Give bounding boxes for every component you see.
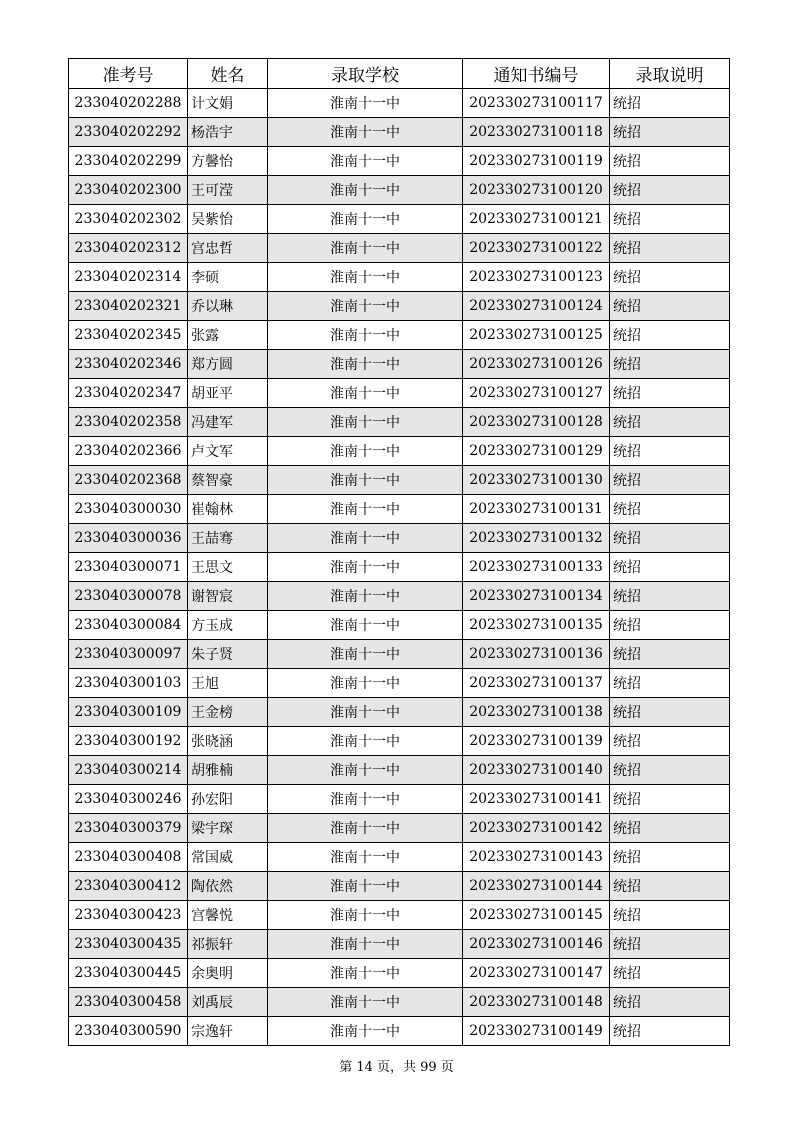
cell-name: 张露	[188, 321, 268, 350]
cell-notice-no: 202330273100130	[463, 466, 610, 495]
header-note: 录取说明	[610, 59, 730, 89]
cell-exam-no: 233040202321	[69, 292, 188, 321]
table-row	[69, 292, 730, 321]
cell-school: 淮南十一中	[268, 408, 463, 437]
cell-exam-no: 233040202299	[69, 147, 188, 176]
cell-notice-no: 202330273100132	[463, 524, 610, 553]
table-row	[69, 553, 730, 582]
table-row	[69, 930, 730, 959]
cell-note: 统招	[610, 959, 730, 988]
cell-name: 王喆骞	[188, 524, 268, 553]
table-row	[69, 89, 730, 118]
cell-exam-no: 233040300192	[69, 727, 188, 756]
cell-exam-no: 233040300408	[69, 843, 188, 872]
cell-school: 淮南十一中	[268, 263, 463, 292]
cell-notice-no: 202330273100126	[463, 350, 610, 379]
cell-name: 梁宇琛	[188, 814, 268, 843]
cell-note: 统招	[610, 379, 730, 408]
cell-notice-no: 202330273100137	[463, 669, 610, 698]
cell-note: 统招	[610, 466, 730, 495]
table-row	[69, 1017, 730, 1046]
cell-name: 方玉成	[188, 611, 268, 640]
cell-name: 王旭	[188, 669, 268, 698]
cell-notice-no: 202330273100121	[463, 205, 610, 234]
cell-name: 王可滢	[188, 176, 268, 205]
cell-name: 朱子贤	[188, 640, 268, 669]
cell-exam-no: 233040202346	[69, 350, 188, 379]
admission-list	[68, 58, 729, 1046]
table-row	[69, 495, 730, 524]
cell-note: 统招	[610, 1017, 730, 1046]
cell-exam-no: 233040202347	[69, 379, 188, 408]
cell-note: 统招	[610, 872, 730, 901]
cell-name: 乔以琳	[188, 292, 268, 321]
table-row	[69, 379, 730, 408]
cell-name: 宫馨悦	[188, 901, 268, 930]
cell-school: 淮南十一中	[268, 988, 463, 1017]
cell-notice-no: 202330273100143	[463, 843, 610, 872]
cell-note: 统招	[610, 321, 730, 350]
cell-exam-no: 233040202314	[69, 263, 188, 292]
cell-school: 淮南十一中	[268, 930, 463, 959]
cell-note: 统招	[610, 843, 730, 872]
cell-exam-no: 233040300246	[69, 785, 188, 814]
table-row	[69, 785, 730, 814]
cell-school: 淮南十一中	[268, 350, 463, 379]
cell-notice-no: 202330273100129	[463, 437, 610, 466]
cell-note: 统招	[610, 495, 730, 524]
cell-note: 统招	[610, 582, 730, 611]
cell-school: 淮南十一中	[268, 466, 463, 495]
cell-note: 统招	[610, 350, 730, 379]
cell-note: 统招	[610, 756, 730, 785]
cell-notice-no: 202330273100118	[463, 118, 610, 147]
cell-school: 淮南十一中	[268, 176, 463, 205]
cell-exam-no: 233040300109	[69, 698, 188, 727]
cell-name: 胡亚平	[188, 379, 268, 408]
cell-name: 蔡智豪	[188, 466, 268, 495]
cell-school: 淮南十一中	[268, 437, 463, 466]
cell-notice-no: 202330273100144	[463, 872, 610, 901]
cell-name: 王思文	[188, 553, 268, 582]
cell-note: 统招	[610, 118, 730, 147]
cell-note: 统招	[610, 698, 730, 727]
cell-note: 统招	[610, 408, 730, 437]
table-row	[69, 640, 730, 669]
cell-note: 统招	[610, 553, 730, 582]
cell-exam-no: 233040300030	[69, 495, 188, 524]
cell-exam-no: 233040300423	[69, 901, 188, 930]
table-row	[69, 843, 730, 872]
cell-name: 冯建军	[188, 408, 268, 437]
cell-name: 胡雅楠	[188, 756, 268, 785]
cell-school: 淮南十一中	[268, 292, 463, 321]
cell-exam-no: 233040202300	[69, 176, 188, 205]
table-row	[69, 263, 730, 292]
cell-school: 淮南十一中	[268, 524, 463, 553]
cell-note: 统招	[610, 901, 730, 930]
cell-notice-no: 202330273100149	[463, 1017, 610, 1046]
cell-school: 淮南十一中	[268, 147, 463, 176]
cell-exam-no: 233040300097	[69, 640, 188, 669]
cell-school: 淮南十一中	[268, 205, 463, 234]
table-row	[69, 176, 730, 205]
cell-school: 淮南十一中	[268, 1017, 463, 1046]
cell-exam-no: 233040202345	[69, 321, 188, 350]
table-row	[69, 988, 730, 1017]
cell-note: 统招	[610, 669, 730, 698]
cell-note: 统招	[610, 234, 730, 263]
cell-exam-no: 233040202302	[69, 205, 188, 234]
cell-note: 统招	[610, 727, 730, 756]
cell-school: 淮南十一中	[268, 727, 463, 756]
cell-notice-no: 202330273100128	[463, 408, 610, 437]
cell-notice-no: 202330273100125	[463, 321, 610, 350]
cell-note: 统招	[610, 640, 730, 669]
cell-exam-no: 233040300445	[69, 959, 188, 988]
cell-notice-no: 202330273100123	[463, 263, 610, 292]
cell-school: 淮南十一中	[268, 698, 463, 727]
table-row	[69, 524, 730, 553]
cell-note: 统招	[610, 89, 730, 118]
cell-name: 李硕	[188, 263, 268, 292]
cell-school: 淮南十一中	[268, 89, 463, 118]
cell-name: 杨浩宇	[188, 118, 268, 147]
cell-notice-no: 202330273100148	[463, 988, 610, 1017]
cell-name: 王金榜	[188, 698, 268, 727]
cell-notice-no: 202330273100146	[463, 930, 610, 959]
cell-notice-no: 202330273100133	[463, 553, 610, 582]
cell-note: 统招	[610, 611, 730, 640]
cell-school: 淮南十一中	[268, 379, 463, 408]
table-row	[69, 611, 730, 640]
cell-exam-no: 233040300071	[69, 553, 188, 582]
table-row	[69, 669, 730, 698]
header-school: 录取学校	[268, 59, 463, 89]
cell-note: 统招	[610, 814, 730, 843]
table-row	[69, 118, 730, 147]
table-row	[69, 901, 730, 930]
cell-exam-no: 233040300412	[69, 872, 188, 901]
cell-school: 淮南十一中	[268, 959, 463, 988]
cell-note: 统招	[610, 988, 730, 1017]
cell-school: 淮南十一中	[268, 495, 463, 524]
table-row	[69, 872, 730, 901]
cell-name: 余奥明	[188, 959, 268, 988]
table-row	[69, 437, 730, 466]
cell-notice-no: 202330273100147	[463, 959, 610, 988]
table-row	[69, 756, 730, 785]
cell-school: 淮南十一中	[268, 814, 463, 843]
cell-name: 刘禹辰	[188, 988, 268, 1017]
cell-notice-no: 202330273100136	[463, 640, 610, 669]
cell-name: 卢文军	[188, 437, 268, 466]
cell-name: 崔翰林	[188, 495, 268, 524]
admission-table	[68, 58, 730, 1046]
cell-note: 统招	[610, 524, 730, 553]
cell-school: 淮南十一中	[268, 872, 463, 901]
cell-name: 方馨怡	[188, 147, 268, 176]
cell-name: 陶依然	[188, 872, 268, 901]
cell-name: 郑方圆	[188, 350, 268, 379]
cell-notice-no: 202330273100127	[463, 379, 610, 408]
table-row	[69, 959, 730, 988]
cell-notice-no: 202330273100138	[463, 698, 610, 727]
table-row	[69, 147, 730, 176]
cell-exam-no: 233040202312	[69, 234, 188, 263]
cell-note: 统招	[610, 292, 730, 321]
cell-exam-no: 233040300214	[69, 756, 188, 785]
cell-exam-no: 233040300435	[69, 930, 188, 959]
cell-school: 淮南十一中	[268, 785, 463, 814]
header-notice-no: 通知书编号	[463, 59, 610, 89]
cell-exam-no: 233040300078	[69, 582, 188, 611]
cell-school: 淮南十一中	[268, 843, 463, 872]
cell-note: 统招	[610, 437, 730, 466]
cell-notice-no: 202330273100134	[463, 582, 610, 611]
cell-school: 淮南十一中	[268, 640, 463, 669]
cell-school: 淮南十一中	[268, 756, 463, 785]
cell-exam-no: 233040300590	[69, 1017, 188, 1046]
cell-note: 统招	[610, 205, 730, 234]
cell-notice-no: 202330273100145	[463, 901, 610, 930]
table-row	[69, 350, 730, 379]
cell-exam-no: 233040202368	[69, 466, 188, 495]
table-header-row	[69, 59, 730, 89]
cell-school: 淮南十一中	[268, 582, 463, 611]
cell-name: 孙宏阳	[188, 785, 268, 814]
table-row	[69, 727, 730, 756]
cell-name: 张晓涵	[188, 727, 268, 756]
cell-school: 淮南十一中	[268, 321, 463, 350]
cell-notice-no: 202330273100119	[463, 147, 610, 176]
cell-exam-no: 233040202366	[69, 437, 188, 466]
cell-school: 淮南十一中	[268, 901, 463, 930]
table-row	[69, 466, 730, 495]
cell-notice-no: 202330273100122	[463, 234, 610, 263]
cell-name: 宗逸轩	[188, 1017, 268, 1046]
cell-note: 统招	[610, 785, 730, 814]
cell-notice-no: 202330273100142	[463, 814, 610, 843]
cell-school: 淮南十一中	[268, 118, 463, 147]
cell-name: 常国威	[188, 843, 268, 872]
cell-name: 谢智宸	[188, 582, 268, 611]
cell-notice-no: 202330273100117	[463, 89, 610, 118]
table-row	[69, 698, 730, 727]
cell-exam-no: 233040300103	[69, 669, 188, 698]
cell-exam-no: 233040300458	[69, 988, 188, 1017]
cell-notice-no: 202330273100124	[463, 292, 610, 321]
cell-notice-no: 202330273100120	[463, 176, 610, 205]
cell-notice-no: 202330273100139	[463, 727, 610, 756]
header-name: 姓名	[188, 59, 268, 89]
cell-name: 祁振轩	[188, 930, 268, 959]
table-row	[69, 814, 730, 843]
cell-exam-no: 233040202288	[69, 89, 188, 118]
cell-note: 统招	[610, 930, 730, 959]
table-row	[69, 234, 730, 263]
cell-notice-no: 202330273100141	[463, 785, 610, 814]
cell-school: 淮南十一中	[268, 611, 463, 640]
table-row	[69, 582, 730, 611]
cell-note: 统招	[610, 263, 730, 292]
cell-notice-no: 202330273100135	[463, 611, 610, 640]
page-footer: 第 14 页，共 99 页	[339, 1060, 454, 1075]
table-row	[69, 205, 730, 234]
cell-exam-no: 233040300036	[69, 524, 188, 553]
cell-notice-no: 202330273100140	[463, 756, 610, 785]
cell-school: 淮南十一中	[268, 234, 463, 263]
cell-name: 计文娟	[188, 89, 268, 118]
cell-exam-no: 233040202358	[69, 408, 188, 437]
cell-school: 淮南十一中	[268, 553, 463, 582]
cell-exam-no: 233040300084	[69, 611, 188, 640]
header-exam-no: 准考号	[69, 59, 188, 89]
table-row	[69, 321, 730, 350]
table-row	[69, 408, 730, 437]
cell-exam-no: 233040202292	[69, 118, 188, 147]
cell-exam-no: 233040300379	[69, 814, 188, 843]
cell-name: 吴紫怡	[188, 205, 268, 234]
cell-name: 宫忠哲	[188, 234, 268, 263]
cell-note: 统招	[610, 147, 730, 176]
cell-school: 淮南十一中	[268, 669, 463, 698]
cell-notice-no: 202330273100131	[463, 495, 610, 524]
cell-note: 统招	[610, 176, 730, 205]
